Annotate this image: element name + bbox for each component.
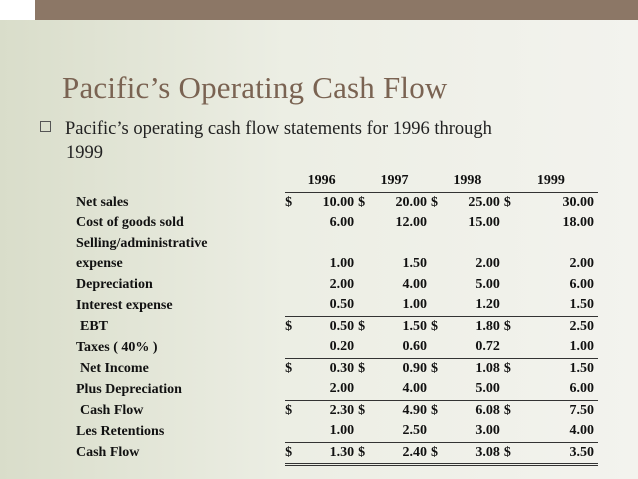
row-label: Cash Flow — [80, 402, 144, 418]
table-row — [70, 192, 598, 213]
cell-value-1999: 30.00 — [562, 194, 594, 210]
cell-value-1998: 0.72 — [475, 339, 500, 355]
cell-value-1997: 0.60 — [402, 339, 427, 355]
row-label: Depreciation — [76, 276, 153, 292]
dollar-sign: $ — [285, 442, 303, 465]
cell-value-1996: 1.30 — [303, 442, 358, 465]
dollar-sign: $ — [358, 400, 376, 421]
cell-value-1997: 1.00 — [402, 297, 427, 313]
cell-value-1996: 1.00 — [329, 423, 355, 439]
dollar-sign — [285, 421, 303, 442]
cell-value-1998 — [449, 234, 504, 255]
cell-value-1999: 18.00 — [562, 215, 594, 231]
dollar-sign — [285, 275, 303, 296]
row-label: Net sales — [76, 194, 129, 210]
cell-value-1997 — [376, 234, 431, 255]
cell-value-1999: 4.00 — [569, 423, 594, 439]
cell-value-1998: 15.00 — [468, 215, 500, 231]
cell-value-1998: 1.08 — [449, 358, 504, 379]
dollar-sign — [431, 421, 449, 442]
dollar-sign — [358, 234, 376, 255]
table-row — [70, 316, 598, 337]
cell-value-1999 — [521, 234, 598, 255]
dollar-sign — [504, 275, 522, 296]
table-row — [70, 295, 598, 316]
cell-value-1999: 3.50 — [521, 442, 598, 465]
cell-value-1997: 1.50 — [376, 316, 431, 337]
cell-value-1998: 6.08 — [449, 400, 504, 421]
table-row — [70, 400, 598, 421]
cell-value-1999: 1.50 — [569, 297, 594, 313]
dollar-sign — [431, 379, 449, 400]
cell-value-1998: 5.00 — [475, 381, 500, 397]
top-bar-accent — [35, 0, 638, 20]
bullet-text-line2: 1999 — [66, 143, 103, 163]
cell-value-1996: 1.00 — [329, 256, 355, 272]
cell-value-1998: 3.00 — [475, 423, 500, 439]
dollar-sign: $ — [285, 316, 303, 337]
cell-value-1999: 7.50 — [521, 400, 598, 421]
year-header-1999: 1999 — [504, 171, 598, 192]
dollar-sign — [285, 379, 303, 400]
cell-value-1996: 0.50 — [303, 316, 358, 337]
cell-value-1997: 2.50 — [402, 423, 427, 439]
row-label: Cost of goods sold — [76, 215, 184, 231]
dollar-sign — [431, 213, 449, 234]
cell-value-1999: 2.50 — [521, 316, 598, 337]
row-label: EBT — [80, 318, 109, 334]
table-row — [70, 421, 598, 442]
cell-value-1997: 0.90 — [376, 358, 431, 379]
dollar-sign — [358, 213, 376, 234]
dollar-sign — [358, 275, 376, 296]
table-row — [70, 379, 598, 400]
dollar-sign — [285, 254, 303, 275]
dollar-sign — [504, 421, 522, 442]
cell-value-1999: 1.00 — [569, 339, 594, 355]
cell-value-1996: 0.50 — [329, 297, 355, 313]
dollar-sign: $ — [503, 194, 511, 210]
dollar-sign: $ — [504, 400, 522, 421]
table-row — [70, 275, 598, 296]
top-bar — [0, 0, 638, 20]
cell-value-1999: 1.50 — [521, 358, 598, 379]
row-label: Cash Flow — [76, 445, 140, 461]
cell-value-1996 — [303, 234, 358, 255]
dollar-sign — [504, 295, 522, 316]
cell-value-1996: 10.00 — [322, 194, 355, 210]
dollar-sign: $ — [358, 358, 376, 379]
cell-value-1998: 2.00 — [475, 256, 500, 272]
cell-value-1996: 0.30 — [303, 358, 358, 379]
dollar-sign: $ — [430, 194, 438, 210]
dollar-sign — [431, 275, 449, 296]
cell-value-1996: 6.00 — [329, 215, 355, 231]
row-label: Plus Depreciation — [76, 381, 182, 397]
dollar-sign — [431, 234, 449, 255]
cell-value-1997: 4.00 — [402, 381, 427, 397]
header-blank — [70, 171, 285, 192]
dollar-sign — [358, 295, 376, 316]
table-row — [70, 254, 598, 275]
table-row — [70, 337, 598, 358]
cell-value-1999: 6.00 — [569, 381, 594, 397]
cell-value-1997: 4.90 — [376, 400, 431, 421]
top-bar-left-block — [0, 0, 30, 20]
dollar-sign: $ — [285, 358, 303, 379]
dollar-sign: $ — [504, 442, 522, 465]
cell-value-1996: 2.00 — [329, 276, 355, 292]
cell-value-1997: 4.00 — [402, 276, 427, 292]
dollar-sign — [285, 337, 303, 358]
dollar-sign: $ — [504, 316, 522, 337]
table-row — [70, 234, 598, 255]
row-label: Les Retentions — [76, 423, 165, 439]
cell-value-1998: 3.08 — [449, 442, 504, 465]
dollar-sign — [358, 337, 376, 358]
year-header-1997: 1997 — [358, 171, 431, 192]
row-label: expense — [76, 256, 123, 272]
dollar-sign: $ — [285, 194, 293, 210]
dollar-sign: $ — [358, 194, 366, 210]
table-row — [70, 442, 598, 465]
row-label: Net Income — [80, 360, 149, 376]
year-header-1998: 1998 — [431, 171, 504, 192]
dollar-sign — [358, 254, 376, 275]
dollar-sign: $ — [431, 358, 449, 379]
cell-value-1997: 2.40 — [376, 442, 431, 465]
dollar-sign — [431, 295, 449, 316]
cell-value-1998: 1.80 — [449, 316, 504, 337]
bullet-item — [40, 117, 600, 165]
bullet-text-line1: Pacific’s operating cash flow statements for 1996 through — [65, 119, 492, 139]
cash-flow-table — [70, 171, 598, 466]
dollar-sign: $ — [358, 316, 376, 337]
cell-value-1998: 1.20 — [475, 297, 500, 313]
cell-value-1996: 2.00 — [329, 381, 355, 397]
cell-value-1998: 25.00 — [468, 194, 500, 210]
dollar-sign: $ — [504, 358, 522, 379]
dollar-sign: $ — [431, 400, 449, 421]
dollar-sign: $ — [431, 442, 449, 465]
table-row — [70, 358, 598, 379]
dollar-sign — [504, 234, 522, 255]
year-header-1996: 1996 — [285, 171, 358, 192]
cell-value-1998: 5.00 — [475, 276, 500, 292]
dollar-sign — [431, 254, 449, 275]
table-body — [70, 192, 598, 465]
row-label: Selling/administrative — [76, 235, 208, 251]
cell-value-1997: 20.00 — [395, 194, 427, 210]
dollar-sign — [358, 379, 376, 400]
dollar-sign — [285, 234, 303, 255]
dollar-sign — [358, 421, 376, 442]
dollar-sign — [504, 337, 522, 358]
dollar-sign: $ — [431, 316, 449, 337]
cell-value-1997: 1.50 — [402, 256, 427, 272]
dollar-sign — [504, 254, 522, 275]
dollar-sign — [431, 337, 449, 358]
cell-value-1996: 0.20 — [329, 339, 355, 355]
dollar-sign — [504, 213, 522, 234]
cell-value-1996: 2.30 — [303, 400, 358, 421]
cell-value-1999: 2.00 — [569, 256, 594, 272]
dollar-sign: $ — [285, 400, 303, 421]
slide-title: Pacific’s Operating Cash Flow — [62, 70, 448, 105]
row-label: Interest expense — [76, 297, 173, 313]
cell-value-1999: 6.00 — [569, 276, 594, 292]
dollar-sign: $ — [358, 442, 376, 465]
square-bullet-icon — [40, 121, 51, 132]
row-label: Taxes ( 40% ) — [76, 339, 158, 355]
dollar-sign — [285, 213, 303, 234]
dollar-sign — [285, 295, 303, 316]
table-row — [70, 213, 598, 234]
dollar-sign — [504, 379, 522, 400]
table-header-row — [70, 171, 598, 192]
cell-value-1997: 12.00 — [395, 215, 427, 231]
